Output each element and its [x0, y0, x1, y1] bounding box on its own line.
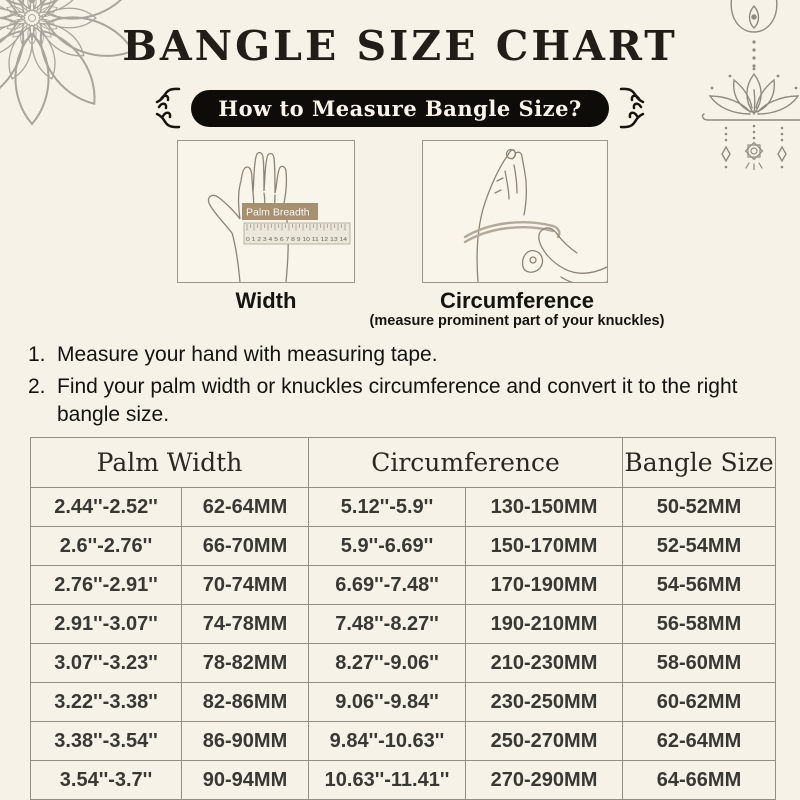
table-row: [31, 644, 776, 683]
table-cell: 10.63''-11.41'': [309, 761, 466, 800]
width-figure: [177, 140, 355, 283]
instruction-number: 2.: [28, 375, 46, 398]
table-cell: 62-64MM: [182, 488, 309, 527]
instructions-list: [28, 341, 752, 433]
hand-width-illustration: [178, 141, 354, 282]
how-to-measure-badge: How to Measure Bangle Size?: [191, 90, 609, 127]
table-cell: 150-170MM: [466, 527, 623, 566]
table-cell: 2.6''-2.76'': [31, 527, 182, 566]
table-cell: 60-62MM: [623, 683, 776, 722]
table-cell: 86-90MM: [182, 722, 309, 761]
table-cell: 170-190MM: [466, 566, 623, 605]
table-cell: 130-150MM: [466, 488, 623, 527]
table-cell: 7.48''-8.27'': [309, 605, 466, 644]
table-cell: 62-64MM: [623, 722, 776, 761]
header-palm-width: Palm Width: [31, 438, 309, 488]
instruction-text: Measure your hand with measuring tape.: [57, 343, 438, 366]
table-cell: 58-60MM: [623, 644, 776, 683]
circumference-caption: Circumference: [439, 288, 595, 313]
header-bangle-size: Bangle Size: [623, 438, 776, 488]
table-cell: 56-58MM: [623, 605, 776, 644]
table-cell: 54-56MM: [623, 566, 776, 605]
table-cell: 3.22''-3.38'': [31, 683, 182, 722]
table-row: [31, 488, 776, 527]
circumference-note: (measure prominent part of your knuckles): [369, 313, 665, 329]
table-cell: 78-82MM: [182, 644, 309, 683]
instruction-number: 1.: [28, 343, 46, 366]
table-cell: 52-54MM: [623, 527, 776, 566]
table-cell: 70-74MM: [182, 566, 309, 605]
table-cell: 64-66MM: [623, 761, 776, 800]
hand-circumference-illustration: [423, 141, 607, 282]
table-row: [31, 566, 776, 605]
table-cell: 210-230MM: [466, 644, 623, 683]
table-row: [31, 527, 776, 566]
table-cell: 8.27''-9.06'': [309, 644, 466, 683]
table-cell: 66-70MM: [182, 527, 309, 566]
table-cell: 90-94MM: [182, 761, 309, 800]
table-row: [31, 761, 776, 800]
table-cell: 9.84''-10.63'': [309, 722, 466, 761]
table-row: [31, 605, 776, 644]
table-cell: 250-270MM: [466, 722, 623, 761]
table-cell: 5.9''-6.69'': [309, 527, 466, 566]
width-caption: Width: [235, 288, 297, 313]
size-table-body: [31, 488, 776, 800]
size-table: [30, 437, 776, 800]
badge-row: [0, 86, 800, 130]
table-cell: 3.07''-3.23'': [31, 644, 182, 683]
table-cell: 3.54''-3.7'': [31, 761, 182, 800]
table-cell: 270-290MM: [466, 761, 623, 800]
table-cell: 5.12''-5.9'': [309, 488, 466, 527]
instruction-text: Find your palm width or knuckles circumference and convert it to the right bangle size.: [57, 375, 738, 426]
ruler-numbers: 0 1 2 3 4 5 6 7 8 9 10 11 12 13 14: [246, 237, 348, 243]
table-cell: 3.38''-3.54'': [31, 722, 182, 761]
table-row: [31, 683, 776, 722]
instruction-item: [28, 341, 752, 369]
palm-breadth-label: Palm Breadth: [246, 206, 310, 219]
table-cell: 74-78MM: [182, 605, 309, 644]
table-cell: 2.91''-3.07'': [31, 605, 182, 644]
table-header-row: [31, 438, 776, 488]
table-row: [31, 722, 776, 761]
table-cell: 230-250MM: [466, 683, 623, 722]
flourish-left-icon: [148, 86, 182, 130]
table-cell: 2.44''-2.52'': [31, 488, 182, 527]
header-circumference: Circumference: [309, 438, 623, 488]
table-cell: 2.76''-2.91'': [31, 566, 182, 605]
table-cell: 190-210MM: [466, 605, 623, 644]
table-cell: 6.69''-7.48'': [309, 566, 466, 605]
table-cell: 9.06''-9.84'': [309, 683, 466, 722]
circumference-figure: [422, 140, 608, 283]
table-cell: 50-52MM: [623, 488, 776, 527]
instruction-item: [28, 373, 752, 429]
table-cell: 82-86MM: [182, 683, 309, 722]
flourish-right-icon: [618, 86, 652, 130]
page-title: BANGLE SIZE CHART: [122, 22, 678, 70]
